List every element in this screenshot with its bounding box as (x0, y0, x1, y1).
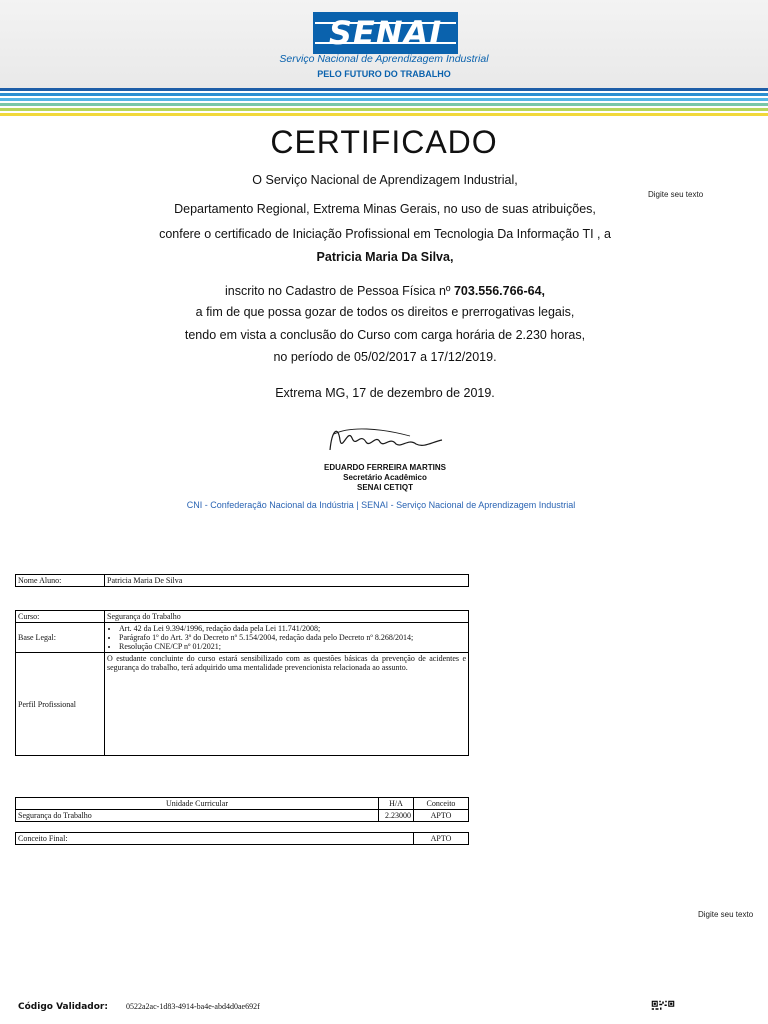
student-label: Nome Aluno: (16, 575, 105, 587)
cpf-prefix: inscrito no Cadastro de Pessoa Física nº (224, 284, 451, 298)
logo-motto: PELO FUTURO DO TRABALHO (317, 69, 451, 79)
signatory-name: EDUARDO FERREIRA MARTINS (324, 463, 446, 472)
body-line-7: no período de 05/02/2017 a 17/12/2019. (273, 350, 497, 364)
signatory-org: SENAI CETIQT (356, 483, 413, 492)
validator-code: 0522a2ac-1d83-4914-ba4e-abd4d0ae692f (126, 1002, 260, 1011)
color-stripe (0, 93, 768, 96)
legal-label: Base Legal: (16, 623, 105, 653)
unit-name: Segurança do Trabalho (16, 810, 379, 822)
legal-basis (105, 623, 469, 653)
color-stripes (0, 88, 768, 122)
legal-item: • Parágrafo 1º do Art. 3º do Decreto nº 5.154/2004, redação dada pelo Decreto nº 8.268/2014; (119, 633, 466, 642)
qr-code-icon (631, 1000, 695, 1024)
text-placeholder-top[interactable]: Digite seu texto (648, 190, 704, 199)
profile-label: Perfil Profissional (16, 653, 105, 756)
body-line-6: tendo em vista a conclusão do Curso com carga horária de 2.230 horas, (184, 328, 586, 342)
table-row (16, 810, 469, 822)
units-header-grade: Conceito (414, 798, 469, 810)
body-line-5: a fim de que possa gozar de todos os direitos e prerrogativas legais, (195, 305, 575, 319)
units-table (15, 797, 469, 822)
legal-item: • Art. 42 da Lei 9.394/1996, redação dada pela Lei 11.741/2008; (119, 624, 466, 633)
student-value: Patricia Maria De Silva (105, 575, 469, 587)
color-stripe (0, 88, 768, 91)
validator-label: Código Validador: (18, 1002, 108, 1012)
footer-organization: CNI - Confederação Nacional da Indústria | SENAI - Serviço Nacional de Aprendizagem Industrial (186, 500, 576, 510)
final-grade-label: Conceito Final: (16, 833, 414, 845)
course-label: Curso: (16, 611, 105, 623)
color-stripe (0, 113, 768, 116)
student-name: Patricia Maria Da Silva, (316, 250, 454, 264)
units-header-hours: H/A (379, 798, 414, 810)
signatory-role: Secretário Acadêmico (343, 473, 427, 482)
senai-logo (313, 12, 458, 54)
cpf-value: 703.556.766-64, (453, 284, 546, 298)
course-table (15, 610, 469, 756)
cpf-line (0, 284, 768, 298)
final-grade-table (15, 832, 469, 845)
logo-text: SENAI (328, 14, 443, 52)
body-line-1: O Serviço Nacional de Aprendizagem Industrial, (252, 173, 518, 187)
course-value: Segurança do Trabalho (105, 611, 469, 623)
units-header-unit: Unidade Curricular (16, 798, 379, 810)
color-stripe (0, 98, 768, 101)
logo-subtitle: Serviço Nacional de Aprendizagem Industrial (279, 53, 489, 65)
student-table (15, 574, 469, 587)
unit-hours: 2.23000 (379, 810, 414, 822)
text-placeholder-bottom[interactable]: Digite seu texto (698, 910, 754, 919)
profile-text: O estudante concluinte do curso estará sensibilizado com as questões básicas da prevenção de acidentes e segurança do trabalho, terá adquirido uma mentalidade prevencionista relacionada ao assunto. (105, 653, 469, 756)
color-stripe (0, 103, 768, 106)
color-stripe (0, 108, 768, 111)
place-date: Extrema MG, 17 de dezembro de 2019. (275, 386, 495, 400)
final-grade-value: APTO (414, 833, 469, 845)
certificate-title: CERTIFICADO (270, 124, 498, 160)
signature-mark (320, 420, 450, 460)
body-line-3: confere o certificado de Iniciação Profissional em Tecnologia Da Informação TI , a (159, 227, 611, 241)
unit-grade: APTO (414, 810, 469, 822)
student-name-line (0, 250, 768, 264)
legal-item: • Resolução CNE/CP nº 01/2021; (119, 642, 466, 651)
body-line-2: Departamento Regional, Extrema Minas Gerais, no uso de suas atribuições, (174, 202, 596, 216)
